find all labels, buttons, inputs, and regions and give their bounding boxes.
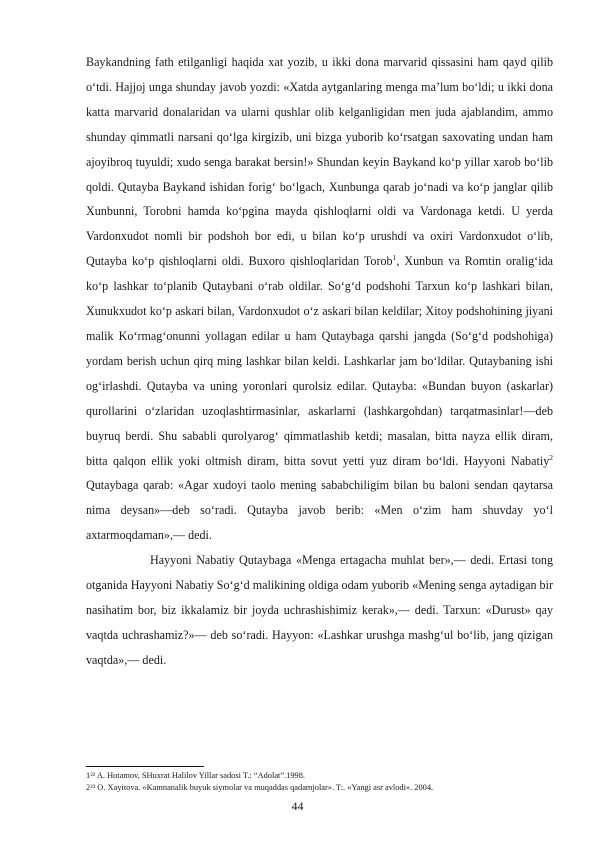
paragraph-1-part-a: Baykandning fath etilganligi haqida xat yozib, u ikki dona marvarid qissasini ham qayd qilib o‘tdi. Hajjoj unga shunday javob yozdi: «Xatda aytganlaring menga ma’lum bo‘ldi; u ikki dona katta marvarid donalaridan va ularni qushlar olib kelganligidan men juda ajablandim, ammo shunday qimmatli narsani qo‘lga kirgizib, uni bizga yuborib ko‘rsatgan saxovating undan ham ajoyibroq tuyuldi; xudo senga barakat bersin!» Shundan keyin Baykand ko‘p yillar xarob bo‘lib qoldi. Qutayba Baykand ishidan forig‘ bo‘lgach, Xunbunga qarab jo‘nadi va ko‘p janglar qilib Xunbunni, Torobni hamda ko‘pgina mayda qishloqlarni oldi va Vardonaga ketdi. U yerda Vardonxudot nomli bir podshoh bor edi, u bilan ko‘p urushdi va oxiri Vardonxudot o‘lib, Qutayba ko‘p qishloqlarni oldi. Buxoro qishloqlaridan Torob — [86, 55, 553, 269]
footnote-divider — [86, 766, 204, 767]
footnote-ref-1: 1 — [392, 253, 397, 263]
paragraph-1 — [86, 50, 553, 548]
paragraph-1-part-c: Qutaybaga qarab: «Agar xudoyi taolo mening sababchiligim bilan bu baloni sendan qaytarsa nima deysan»—deb so‘radi. Qutayba javob berib: «Men o‘zim ham shuvday yo‘l axtarmoqdaman»,— dedi. — [86, 478, 553, 543]
footnote-ref-2: 2 — [549, 452, 553, 462]
body-text — [86, 50, 553, 673]
footnote-1: 1²² A. Hotamov, SHuxrat Halilov Yillar sadosi T.: “Adolat”.1998. — [86, 771, 306, 780]
paragraph-2: Hayyoni Nabatiy Qutaybaga «Menga ertagacha muhlat ber»,— dedi. Ertasi tong otganida Hayyoni Nabatiy So‘g‘d malikining oldiga odam yuborib «Mening senga aytadigan bir nasihatim bor, biz ikkalamiz bir joyda uchrashishimiz kerak»,— dedi. Tarxun: «Durust» qay vaqtda uchrashamiz?»— deb so‘radi. Hayyon: «Lashkar urushga mashg‘ul bo‘lib, jang qizigan vaqtda»,— dedi. — [86, 553, 553, 667]
page-number: 44 — [291, 799, 304, 813]
page-body — [86, 50, 553, 673]
paragraph-1-part-b: , Xunbun va Romtin oralig‘ida ko‘p lashkar to‘planib Qutaybani o‘rab oldilar. So‘g‘d podshohi Tarxun ko‘p lashkari bilan, Xunukxudot ko‘p askari bilan, Vardonxudot o‘z askari bilan keldilar; Xitoy podshohining jiyani malik Ko‘rmag‘onunni yollagan edilar u ham Qutaybaga qarshi jangda (So‘g‘d podshohiga) yordam berish uchun qirq ming lashkar bilan keldi. Lashkarlar jam bo‘ldilar. Qutaybaning ishi og‘irlashdi. Qutayba va uning yoronlari qurolsiz edilar. Qutayba: «Bundan buyon (askarlar) qurollarini o‘zlaridan uzoqlashtirmasinlar, askarlarni (lashkargohdan) tarqatmasinlar!—deb buyruq berdi. Shu sababli qurolyarog‘ qimmatlashib ketdi; masalan, bitta nayza ellik diram, bitta qalqon ellik yoki oltmish diram, bitta sovut yetti yuz diram bo‘ldi. Hayyoni Nabatiy — [86, 254, 553, 468]
footnotes — [86, 766, 553, 793]
footnote-2: 2²³ O. Xayitova. «Kamnanalik buyuk siymolar va muqaddas qadamjolar». T:. «Yangi asr avlodi». 2004. — [86, 782, 434, 792]
